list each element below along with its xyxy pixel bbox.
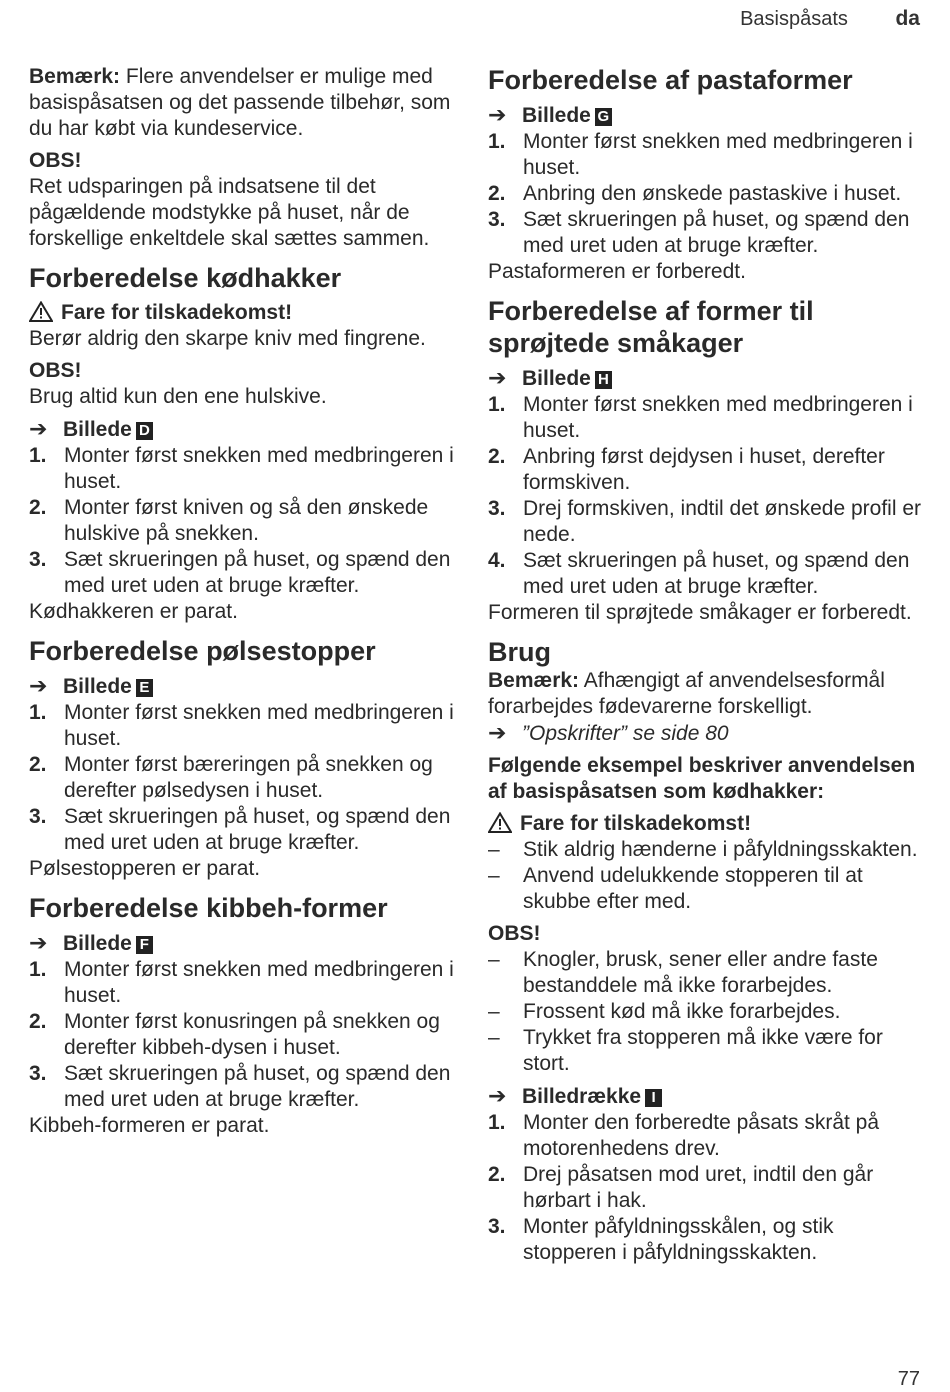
step-text: Sæt skrueringen på huset, og spænd den med uret uden at bruge kræfter.: [64, 805, 451, 854]
right-arrow-icon: ➔: [29, 673, 48, 698]
step-text: Drej påsatsen mod uret, indtil den går hørbart i hak.: [523, 1163, 874, 1212]
list-item: 1. Monter først snekken med medbringeren i huset.: [29, 444, 454, 493]
step-text: Monter først snekken med medbringeren i huset.: [64, 701, 454, 750]
item-text: Trykket fra stopperen må ikke være for stort.: [523, 1026, 883, 1075]
figure-label: Billede: [522, 367, 591, 390]
warning-triangle-icon: [488, 812, 512, 833]
section-heading-brug: Brug: [488, 637, 551, 667]
obs-text: Brug altid kun den ene hulskive.: [29, 385, 327, 408]
result-text: Formeren til sprøjtede småkager er forberedt.: [488, 601, 912, 624]
list-item: 2. Monter først bæreringen på snekken og derefter pølsedysen i huset.: [29, 753, 433, 802]
list-item: 3. Drej formskiven, indtil det ønskede profil er nede.: [488, 497, 921, 546]
step-text: Monter først snekken med medbringeren i huset.: [64, 958, 454, 1007]
section-heading-pastaformer: Forberedelse af pastaformer: [488, 65, 853, 95]
note-label: Bemærk:: [29, 65, 121, 88]
list-item: 3. Sæt skrueringen på huset, og spænd den med uret uden at bruge kræfter.: [29, 805, 451, 854]
list-item: – Trykket fra stopperen må ikke være for stort.: [488, 1026, 883, 1075]
right-arrow-icon: ➔: [488, 365, 507, 390]
language-code: da: [895, 7, 920, 30]
item-text: Anvend udelukkende stopperen til at skubbe efter med.: [523, 864, 863, 913]
steps-list: [488, 1110, 928, 1266]
warning-body: Berør aldrig den skarpe kniv med fingrene.: [29, 327, 426, 350]
step-text: Monter først snekken med medbringeren i huset.: [64, 444, 454, 493]
step-text: Anbring den ønskede pastaskive i huset.: [523, 182, 902, 205]
step-text: Monter først snekken med medbringeren i huset.: [523, 393, 913, 442]
step-text: Monter først kniven og så den ønskede hulskive på snekken.: [64, 496, 429, 545]
section-heading-smaakager: Forberedelse af former til sprøjtede småkager: [488, 296, 814, 358]
obs-text: Ret udsparingen på indsatsene til det pågældende modstykke på huset, når de forskellige enkeltdele skal sættes sammen.: [29, 175, 430, 250]
note-text: Afhængigt af anvendelsesformål forarbejdes fødevarerne forskelligt.: [488, 669, 885, 718]
figure-badge: H: [595, 371, 612, 389]
warning-list: [488, 837, 928, 915]
step-text: Monter først snekken med medbringeren i huset.: [523, 130, 913, 179]
list-item: 1. Monter først snekken med medbringeren i huset.: [488, 130, 913, 179]
list-item: 1. Monter først snekken med medbringeren i huset.: [29, 701, 454, 750]
right-arrow-icon: ➔: [488, 102, 507, 127]
list-item: 2. Monter først konusringen på snekken og derefter kibbeh-dysen i huset.: [29, 1010, 440, 1059]
list-item: – Stik aldrig hænderne i påfyldningsskakten.: [488, 838, 918, 861]
page-header: [740, 6, 920, 32]
step-text: Sæt skrueringen på huset, og spænd den med uret uden at bruge kræfter.: [523, 549, 910, 598]
list-item: – Knogler, brusk, sener eller andre faste bestanddele må ikke forarbejdes.: [488, 948, 878, 997]
steps-list: [29, 443, 464, 599]
figure-label: Billede: [63, 418, 132, 441]
section-title: Basispåsats: [740, 8, 848, 30]
item-text: Knogler, brusk, sener eller andre faste bestanddele må ikke forarbejdes.: [523, 948, 878, 997]
figure-reference: [29, 930, 464, 957]
step-text: Sæt skrueringen på huset, og spænd den med uret uden at bruge kræfter.: [523, 208, 910, 257]
warning-text: Fare for tilskadekomst!: [61, 301, 293, 324]
step-text: Monter først bæreringen på snekken og derefter pølsedysen i huset.: [64, 753, 433, 802]
list-item: 2. Anbring først dejdysen i huset, derefter formskiven.: [488, 445, 885, 494]
warning-text: Fare for tilskadekomst!: [520, 812, 752, 835]
section-heading-poelsestopper: Forberedelse pølsestopper: [29, 636, 376, 666]
recipe-reference-text: ”Opskrifter” se side 80: [522, 722, 729, 745]
right-arrow-icon: ➔: [488, 1083, 507, 1108]
step-text: Anbring først dejdysen i huset, derefter formskiven.: [523, 445, 885, 494]
figure-reference: [488, 102, 928, 129]
result-text: Kødhakkeren er parat.: [29, 600, 238, 623]
step-text: Drej formskiven, indtil det ønskede profil er nede.: [523, 497, 921, 546]
figure-badge: F: [136, 936, 153, 954]
obs-label: OBS!: [29, 359, 82, 382]
list-item: 2. Drej påsatsen mod uret, indtil den går hørbart i hak.: [488, 1163, 874, 1212]
right-arrow-icon: ➔: [29, 930, 48, 955]
list-item: 2. Monter først kniven og så den ønskede hulskive på snekken.: [29, 496, 429, 545]
figure-reference: [488, 1083, 928, 1110]
figure-badge: E: [136, 679, 153, 697]
warning-line: [488, 811, 928, 837]
list-item: 3. Sæt skrueringen på huset, og spænd den med uret uden at bruge kræfter.: [29, 548, 451, 597]
figure-label: Billedrække: [522, 1085, 642, 1108]
figure-reference: [488, 365, 928, 392]
page-number: 77: [897, 1368, 920, 1390]
step-text: Sæt skrueringen på huset, og spænd den med uret uden at bruge kræfter.: [64, 1062, 451, 1111]
figure-reference: [29, 673, 464, 700]
warning-triangle-icon: [29, 301, 53, 322]
result-text: Pølsestopperen er parat.: [29, 857, 261, 880]
obs-label: OBS!: [29, 149, 82, 172]
list-item: – Frossent kød må ikke forarbejdes.: [488, 1000, 841, 1023]
right-column: [488, 64, 928, 1266]
figure-badge: D: [136, 422, 153, 440]
list-item: – Anvend udelukkende stopperen til at skubbe efter med.: [488, 864, 863, 913]
step-text: Monter først konusringen på snekken og derefter kibbeh-dysen i huset.: [64, 1010, 440, 1059]
list-item: 4. Sæt skrueringen på huset, og spænd den med uret uden at bruge kræfter.: [488, 549, 910, 598]
list-item: 3. Sæt skrueringen på huset, og spænd den med uret uden at bruge kræfter.: [29, 1062, 451, 1111]
note-paragraph: [488, 668, 928, 720]
list-item: 1. Monter først snekken med medbringeren i huset.: [488, 393, 913, 442]
figure-label: Billede: [63, 932, 132, 955]
obs-list: [488, 947, 928, 1077]
step-text: Sæt skrueringen på huset, og spænd den med uret uden at bruge kræfter.: [64, 548, 451, 597]
list-item: 3. Sæt skrueringen på huset, og spænd den med uret uden at bruge kræfter.: [488, 208, 910, 257]
right-arrow-icon: ➔: [29, 416, 48, 441]
step-text: Monter påfyldningsskålen, og stik stopperen i påfyldningsskakten.: [523, 1215, 834, 1264]
example-intro: Følgende eksempel beskriver anvendelsen af basispåsatsen som kødhakker:: [488, 754, 916, 803]
section-heading-kibbeh: Forberedelse kibbeh-former: [29, 893, 388, 923]
steps-list: [29, 957, 464, 1113]
item-text: Stik aldrig hænderne i påfyldningsskakten.: [523, 838, 918, 861]
recipe-reference: [488, 720, 928, 747]
obs-label: OBS!: [488, 922, 541, 945]
right-arrow-icon: ➔: [488, 720, 507, 745]
note-text: Flere anvendelser er mulige med basispåsatsen og det passende tilbehør, som du har købt via kundeservice.: [29, 65, 451, 140]
result-text: Kibbeh-formeren er parat.: [29, 1114, 270, 1137]
list-item: 1. Monter først snekken med medbringeren i huset.: [29, 958, 454, 1007]
result-text: Pastaformeren er forberedt.: [488, 260, 746, 283]
note-paragraph: [29, 64, 464, 142]
item-text: Frossent kød må ikke forarbejdes.: [523, 1000, 841, 1023]
list-item: 1. Monter den forberedte påsats skråt på motorenhedens drev.: [488, 1111, 880, 1160]
step-text: Monter den forberedte påsats skråt på motorenhedens drev.: [523, 1111, 880, 1160]
figure-badge: G: [595, 108, 612, 126]
steps-list: [488, 392, 928, 600]
list-item: 2. Anbring den ønskede pastaskive i huset.: [488, 182, 902, 205]
figure-badge: I: [645, 1089, 662, 1107]
list-item: 3. Monter påfyldningsskålen, og stik stopperen i påfyldningsskakten.: [488, 1215, 834, 1264]
section-heading-koedhakker: Forberedelse kødhakker: [29, 263, 342, 293]
steps-list: [29, 700, 464, 856]
note-label: Bemærk:: [488, 669, 580, 692]
figure-label: Billede: [522, 104, 591, 127]
figure-label: Billede: [63, 675, 132, 698]
left-column: [29, 64, 464, 1139]
steps-list: [488, 129, 928, 259]
figure-reference: [29, 416, 464, 443]
warning-line: [29, 300, 464, 326]
